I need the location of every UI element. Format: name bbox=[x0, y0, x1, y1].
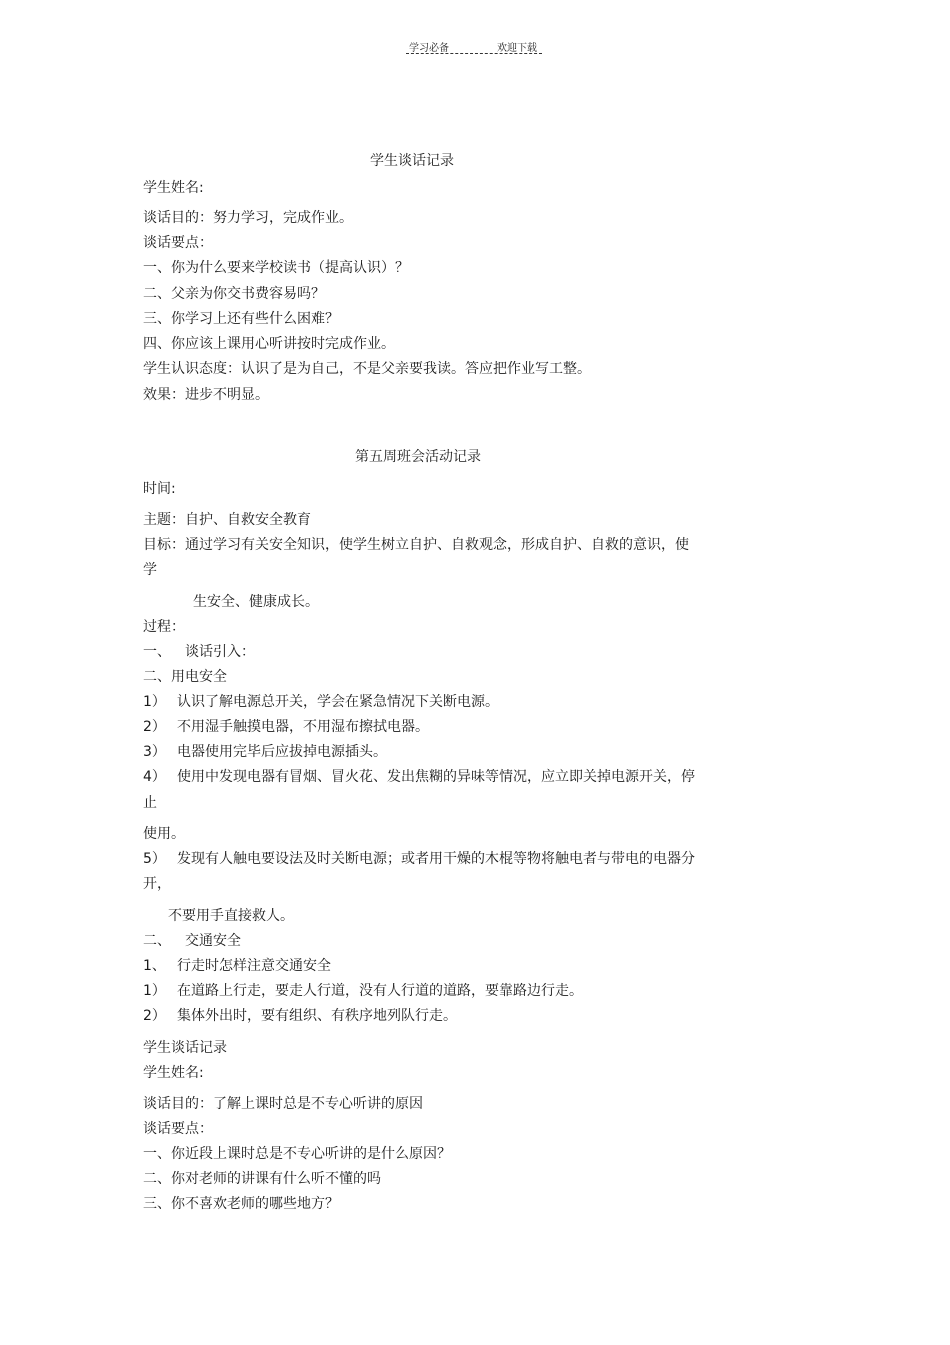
item-text: 在道路上行走，要走人行道，没有人行道的道路，要靠路边行走。 bbox=[177, 983, 583, 999]
talk-point: 四、你应该上课用心听讲按时完成作业。 bbox=[143, 336, 395, 352]
talk-points-label: 谈话要点： bbox=[143, 1121, 213, 1137]
item-text: 不用湿手触摸电器，不用湿布擦拭电器。 bbox=[177, 719, 429, 735]
talk-effect: 效果：进步不明显。 bbox=[143, 387, 269, 403]
meeting-theme: 主题：自护、自救安全教育 bbox=[143, 512, 311, 528]
item-text: 电器使用完毕后应拔掉电源插头。 bbox=[177, 744, 387, 760]
electric-item-cont: 使用。 bbox=[143, 826, 185, 842]
item-number: 4） bbox=[143, 769, 166, 785]
electric-item-cont: 开， bbox=[143, 876, 171, 892]
electric-item bbox=[143, 718, 429, 736]
process-label: 过程： bbox=[143, 619, 185, 635]
electric-item bbox=[143, 743, 387, 761]
section1-title: 学生谈话记录 bbox=[370, 153, 454, 169]
item-number: 1） bbox=[143, 983, 166, 999]
item-number: 二、 bbox=[143, 933, 171, 949]
talk-point: 三、你学习上还有些什么困难？ bbox=[143, 311, 339, 327]
item-number: 5） bbox=[143, 851, 166, 867]
electric-item bbox=[143, 768, 695, 786]
item-text: 谈话引入： bbox=[185, 644, 255, 660]
process-item bbox=[143, 932, 241, 950]
item-number: 1、 bbox=[143, 958, 166, 974]
item-text: 交通安全 bbox=[185, 933, 241, 949]
item-text: 认识了解电源总开关，学会在紧急情况下关断电源。 bbox=[177, 694, 499, 710]
header-divider bbox=[406, 53, 542, 54]
item-number: 3） bbox=[143, 744, 166, 760]
time-label: 时间: bbox=[143, 481, 176, 497]
student-name-label: 学生姓名: bbox=[143, 1065, 204, 1081]
traffic-item bbox=[143, 1007, 457, 1025]
section2-title: 第五周班会活动记录 bbox=[355, 449, 481, 465]
meeting-goal-line1: 目标：通过学习有关安全知识，使学生树立自护、自救观念，形成自护、自救的意识，使 bbox=[143, 537, 689, 553]
item-number: 一、 bbox=[143, 644, 171, 660]
talk-point: 二、你对老师的讲课有什么听不懂的吗 bbox=[143, 1171, 381, 1187]
item-number: 2） bbox=[143, 719, 166, 735]
item-text: 发现有人触电要设法及时关断电源；或者用干燥的木棍等物将触电者与带电的电器分 bbox=[177, 851, 695, 867]
header-right-text: 欢迎下载 bbox=[497, 43, 537, 54]
meeting-goal-line3: 生安全、健康成长。 bbox=[193, 594, 319, 610]
talk-purpose: 谈话目的：了解上课时总是不专心听讲的原因 bbox=[143, 1096, 423, 1112]
talk-point: 一、你近段上课时总是不专心听讲的是什么原因？ bbox=[143, 1146, 451, 1162]
item-text: 使用中发现电器有冒烟、冒火花、发出焦糊的异味等情况，应立即关掉电源开关，停 bbox=[177, 769, 695, 785]
electric-item-cont: 止 bbox=[143, 795, 157, 811]
talk-point: 三、你不喜欢老师的哪些地方？ bbox=[143, 1196, 339, 1212]
item-text: 行走时怎样注意交通安全 bbox=[177, 958, 331, 974]
item-number: 1） bbox=[143, 694, 166, 710]
process-item: 二、用电安全 bbox=[143, 669, 227, 685]
electric-item bbox=[143, 850, 695, 868]
traffic-item bbox=[143, 982, 583, 1000]
student-attitude: 学生认识态度：认识了是为自己，不是父亲要我读。答应把作业写工整。 bbox=[143, 361, 591, 377]
traffic-item bbox=[143, 957, 331, 975]
electric-item-cont: 不要用手直接救人。 bbox=[168, 908, 294, 924]
meeting-goal-line2: 学 bbox=[143, 562, 157, 578]
item-text: 集体外出时，要有组织、有秩序地列队行走。 bbox=[177, 1008, 457, 1024]
student-name-label: 学生姓名: bbox=[143, 180, 204, 196]
header-left-text: 学习必备 bbox=[409, 43, 449, 54]
item-number: 2） bbox=[143, 1008, 166, 1024]
talk-point: 二、父亲为你交书费容易吗？ bbox=[143, 286, 325, 302]
talk-point: 一、你为什么要来学校读书（提高认识）？ bbox=[143, 260, 409, 276]
process-item bbox=[143, 643, 255, 661]
section3-title: 学生谈话记录 bbox=[143, 1040, 227, 1056]
electric-item bbox=[143, 693, 499, 711]
talk-points-label: 谈话要点： bbox=[143, 235, 213, 251]
talk-purpose: 谈话目的：努力学习，完成作业。 bbox=[143, 210, 353, 226]
